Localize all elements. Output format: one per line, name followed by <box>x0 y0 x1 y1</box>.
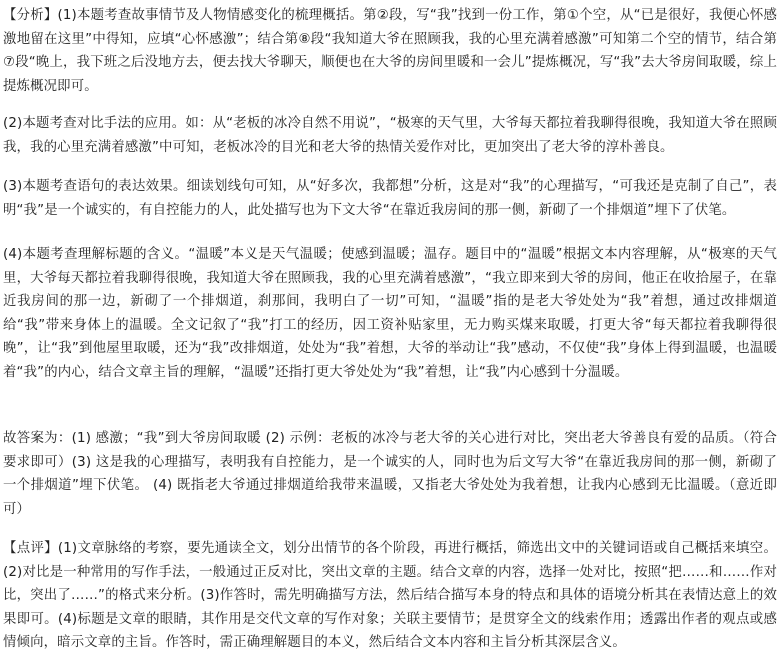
analysis-question-4: (4)本题考查理解标题的含义。“温暖”本义是天气温暖；使感到温暖；温存。题目中的“温暖”根据文本内容理解，从“极寒的天气里，大爷每天都拉着我聊得很晚，我知道大爷在照顾我，我的心里充满着感激”，“我立即来到大爷的房间，他正在收拾屋子，在靠近我房间的那一边，新砌了一个排烟道，刹那间，我明白了一切”可知，“温暖”指的是老大爷处处为“我”着想，通过改排烟道给“我”带来身体上的温暖。全文记叙了“我”打工的经历，因工资补贴家里，无力购买煤来取暖，打更大爷“每天都拉着我聊得很晚”，让“我”到他屋里取暖，还为“我”改排烟道，处处为“我”着想，大爷的举动让“我”感动，不仅使“我”身体上得到温暖，也温暖着“我”的内心，结合文章主旨的理解，“温暖”还指打更大爷处处为“我”着想，让“我”内心感到十分温暖。 <box>3 247 777 380</box>
analysis-question-1: 【分析】(1)本题考查故事情节及人物情感变化的梳理概括。第②段，写“我”找到一份工作，第①个空，从“已是很好，我便心怀感激地留在这里”中得知，应填“心怀感激”；结合第⑧段“我知道大爷在照顾我，我的心里充满着感激”可知第二个空的情节，结合第⑦段“晚上，我下班之后没地方去，便去找大爷聊天，顺便也在大爷的房间里暖和一会儿”提炼概况，写“我”去大爷房间取暖，综上提炼概况即可。 <box>3 8 777 94</box>
answer-paragraph: 故答案为：(1) 感激；“我”到大爷房间取暖 (2) 示例：老板的冰冷与老大爷的关心进行对比，突出老大爷善良有爱的品质。（符合要求即可）(3) 这是我的心理描写，表明我有自控能力，是一个诚实的人，同时也为后文写大爷“在靠近我房间的那一侧，新砌了一个排烟道”埋下伏笔。 (4) 既指老大爷通过排烟道给我带来温暖，又指老大爷处处为我着想，让我内心感到无比温暖。（意近即可） <box>3 431 777 517</box>
comment-paragraph: 【点评】(1)文章脉络的考察，要先通读全文，划分出情节的各个阶段，再进行概括，筛选出文中的关键词语或自己概括来填空。(2)对比是一种常用的写作手法，一般通过正反对比，突出文章的主题。结合文章的内容，选择一处对比，按照“把……和……作对比，突出了……”的格式来分析。(3)作答时，需先明确描写方法，然后结合描写本身的特点和具体的语境分析其在表情达意上的效果即可。(4)标题是文章的眼睛，其作用是交代文章的写作对象；关联主要情节；是贯穿全文的线索作用；透露出作者的观点或感情倾向，暗示文章的主旨。作答时，需正确理解题目的本义，然后结合文本内容和主旨分析其深层含义。 <box>3 541 777 650</box>
analysis-question-3: (3)本题考查语句的表达效果。细读划线句可知，从“好多次，我都想”分析，这是对“我”的心理描写，“可我还是克制了自己”，表明“我”是一个诚实的，有自控能力的人，此处描写也为下文大爷“在靠近我房间的那一侧，新砌了一个排烟道”埋下了伏笔。 <box>3 179 777 218</box>
analysis-question-2: (2)本题考查对比手法的应用。如：从“老板的冰冷自然不用说”，“极寒的天气里，大爷每天都拉着我聊得很晚，我知道大爷在照顾我，我的心里充满着感激”中可知，老板冰冷的目光和老大爷的热情关爱作对比，更加突出了老大爷的淳朴善良。 <box>3 116 777 155</box>
